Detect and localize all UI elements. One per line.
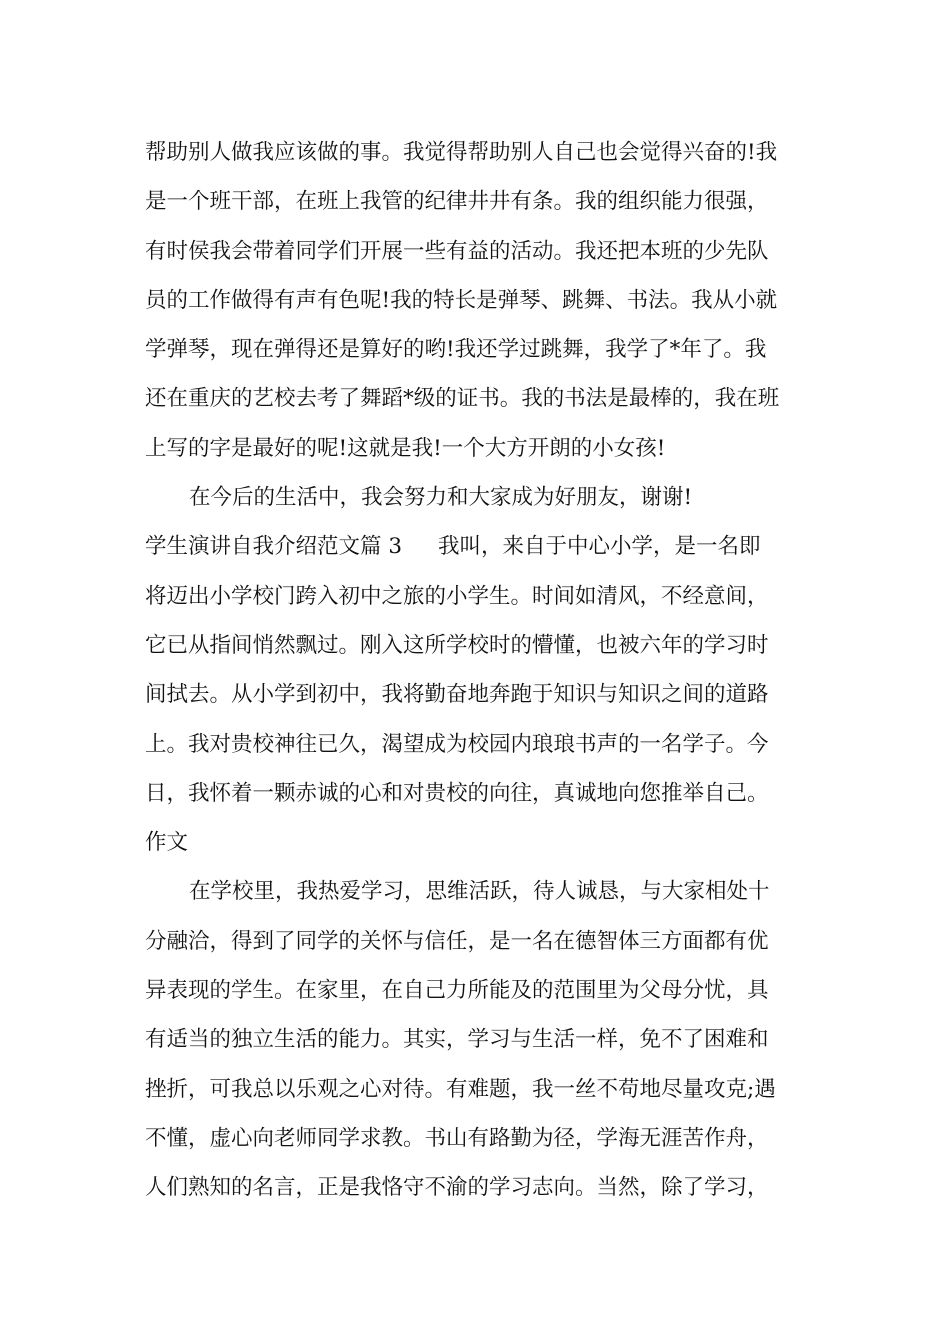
text-line: 挫折，可我总以乐观之心对待。有难题，我一丝不苟地尽量攻克;遇 [145, 1076, 776, 1102]
text-line: 是一个班干部，在班上我管的纪律井井有条。我的组织能力很强， [145, 189, 769, 215]
text-line: 人们熟知的名言，正是我恪守不渝的学习志向。当然，除了学习， [145, 1175, 769, 1201]
text-line: 有时侯我会带着同学们开展一些有益的活动。我还把本班的少先队 [145, 238, 769, 264]
text-line: 分融洽，得到了同学的关怀与信任，是一名在德智体三方面都有优 [145, 928, 769, 954]
text-line: 它已从指间悄然飘过。刚入这所学校时的懵懂，也被六年的学习时 [145, 632, 769, 658]
section-heading-line [145, 522, 815, 571]
section-title: 学生演讲自我介绍范文篇 3 [145, 534, 403, 560]
text-line: 帮助别人做我应该做的事。我觉得帮助别人自己也会觉得兴奋的!我 [145, 140, 778, 165]
text-line: 员的工作做得有声有色呢!我的特长是弹琴、跳舞、书法。我从小就 [145, 287, 778, 313]
text-line: 学弹琴，现在弹得还是算好的哟!我还学过跳舞，我学了*年了。我 [145, 337, 767, 363]
text-line: 日，我怀着一颗赤诚的心和对贵校的向往，真诚地向您推举自己。 [145, 780, 769, 806]
text-line: 上。我对贵校神往已久，渴望成为校园内琅琅书声的一名学子。今 [145, 731, 769, 757]
text-line: 作文 [145, 830, 189, 856]
text-line: 还在重庆的艺校去考了舞蹈*级的证书。我的书法是最棒的，我在班 [145, 386, 780, 412]
text-line: 异表现的学生。在家里，在自己力所能及的范围里为父母分忧，具 [145, 978, 769, 1004]
text-line: 上写的字是最好的呢!这就是我!一个大方开朗的小女孩! [145, 435, 666, 461]
body-text [145, 128, 815, 1213]
text-line: 间拭去。从小学到初中，我将勤奋地奔跑于知识与知识之间的道路 [145, 682, 769, 708]
text-line: 有适当的独立生活的能力。其实，学习与生活一样，免不了困难和 [145, 1027, 769, 1053]
text-line: 在学校里，我热爱学习，思维活跃，待人诚恳，与大家相处十 [189, 879, 770, 905]
text-line: 将迈出小学校门跨入初中之旅的小学生。时间如清风，不经意间， [145, 583, 769, 609]
text-line: 在今后的生活中，我会努力和大家成为好朋友，谢谢! [189, 485, 693, 511]
text-line: 我叫，来自于中心小学，是一名即 [438, 534, 761, 560]
text-line: 不懂，虚心向老师同学求教。书山有路勤为径，学海无涯苦作舟， [145, 1125, 769, 1151]
